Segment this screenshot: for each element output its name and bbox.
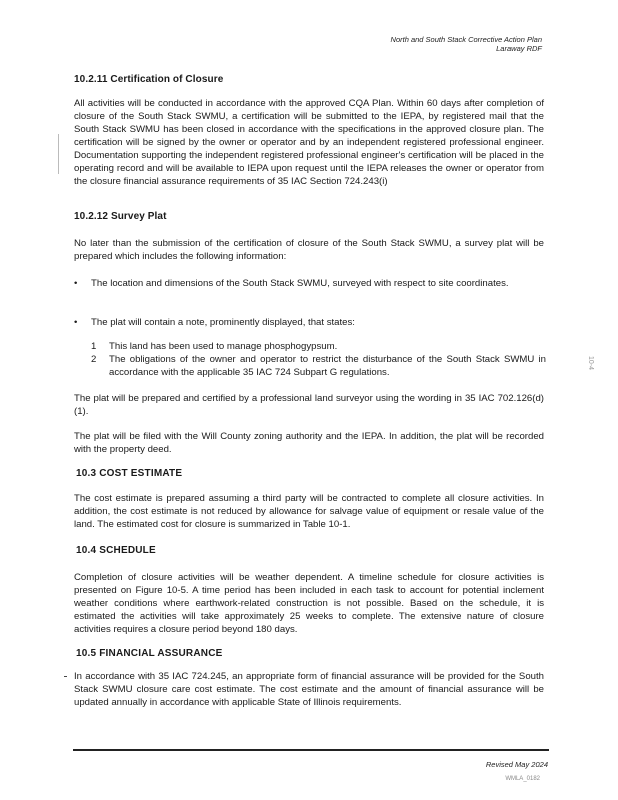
header-line-2: Laraway RDF [496,44,542,53]
paragraph-cost-estimate: The cost estimate is prepared assuming a third party will be contracted to complete all closure activities. In addition, the cost estimate is not reduced by allowance for salvage value of equipment or resale value of the land. The estimated cost for closure is summarized in Table 10-1. [74,493,544,530]
bullet-icon: • [74,278,78,289]
footer-rule [73,749,549,751]
bullet-text: The plat will contain a note, prominently displayed, that states: [91,317,355,328]
heading-cost-estimate: 10.3 COST ESTIMATE [76,468,183,479]
item-text: This land has been used to manage phosphogypsum. [109,341,338,352]
paragraph-survey-plat-intro: No later than the submission of the certification of closure of the South Stack SWMU, a survey plat will be prepared which includes the following information: [74,238,544,262]
item-number: 2 [91,354,97,365]
numbered-item [91,353,546,379]
heading-schedule: 10.4 SCHEDULE [76,545,156,556]
margin-tick [64,676,67,677]
numbered-item [91,340,546,353]
paragraph-financial-assurance: In accordance with 35 IAC 724.245, an appropriate form of financial assurance will be provided for the South Stack SWMU closure care cost estimate. The cost estimate and the amount of financial assurance will be updated annually in accordance with applicable State of Illinois requirements. [74,671,544,708]
running-header [391,35,542,53]
header-line-1: North and South Stack Corrective Action Plan [390,35,542,44]
paragraph-plat-prepared: The plat will be prepared and certified by a professional land surveyor using the wording in 35 IAC 702.126(d)(1). [74,393,544,417]
heading-financial-assurance: 10.5 FINANCIAL ASSURANCE [76,648,223,659]
footer-revised-date: Revised May 2024 [485,760,548,769]
list-item [74,316,544,329]
heading-survey-plat: 10.2.12 Survey Plat [74,211,167,222]
side-page-number: 10-4 [587,356,594,371]
paragraph-certification: All activities will be conducted in accordance with the approved CQA Plan. Within 60 days after completion of closure of the South Stack SWMU, a certification will be submitted to the IEPA, by registered mail that the South Stack SWMU has been closed in accordance with the specifications in the approved closure plan. The certification will be signed by the owner or operator and by an independent registered professional engineer. Documentation supporting the independent registered professional engineer's certification will be placed in the operating record and will be available to IEPA upon request until the IEPA releases the owner or operator from the closure financial assurance requirements of 35 IAC Section 724.243(i) [74,98,544,187]
list-item [74,277,544,303]
margin-mark [58,134,59,174]
item-text: The obligations of the owner and operator to restrict the disturbance of the South Stack SWMU in accordance with the applicable 35 IAC 724 Subpart G regulations. [109,354,546,378]
paragraph-plat-filed: The plat will be filed with the Will County zoning authority and the IEPA. In addition, the plat will be recorded with the property deed. [74,431,544,455]
heading-certification-of-closure: 10.2.11 Certification of Closure [74,74,224,85]
footer-document-id: WMLA_0182 [505,776,540,782]
bullet-text: The location and dimensions of the South Stack SWMU, surveyed with respect to site coordinates. [91,278,509,289]
bullet-icon: • [74,317,78,328]
item-number: 1 [91,341,97,352]
paragraph-schedule: Completion of closure activities will be weather dependent. A timeline schedule for closure activities is presented on Figure 10-5. A time period has been included in each task to account for potential inclement weather conditions where earthwork-related construction is not possible. Based on the schedule, it is estimated the activities will take approximately 25 weeks to complete. The extensive nature of closure activities requires a closure period beyond 180 days. [74,572,544,635]
